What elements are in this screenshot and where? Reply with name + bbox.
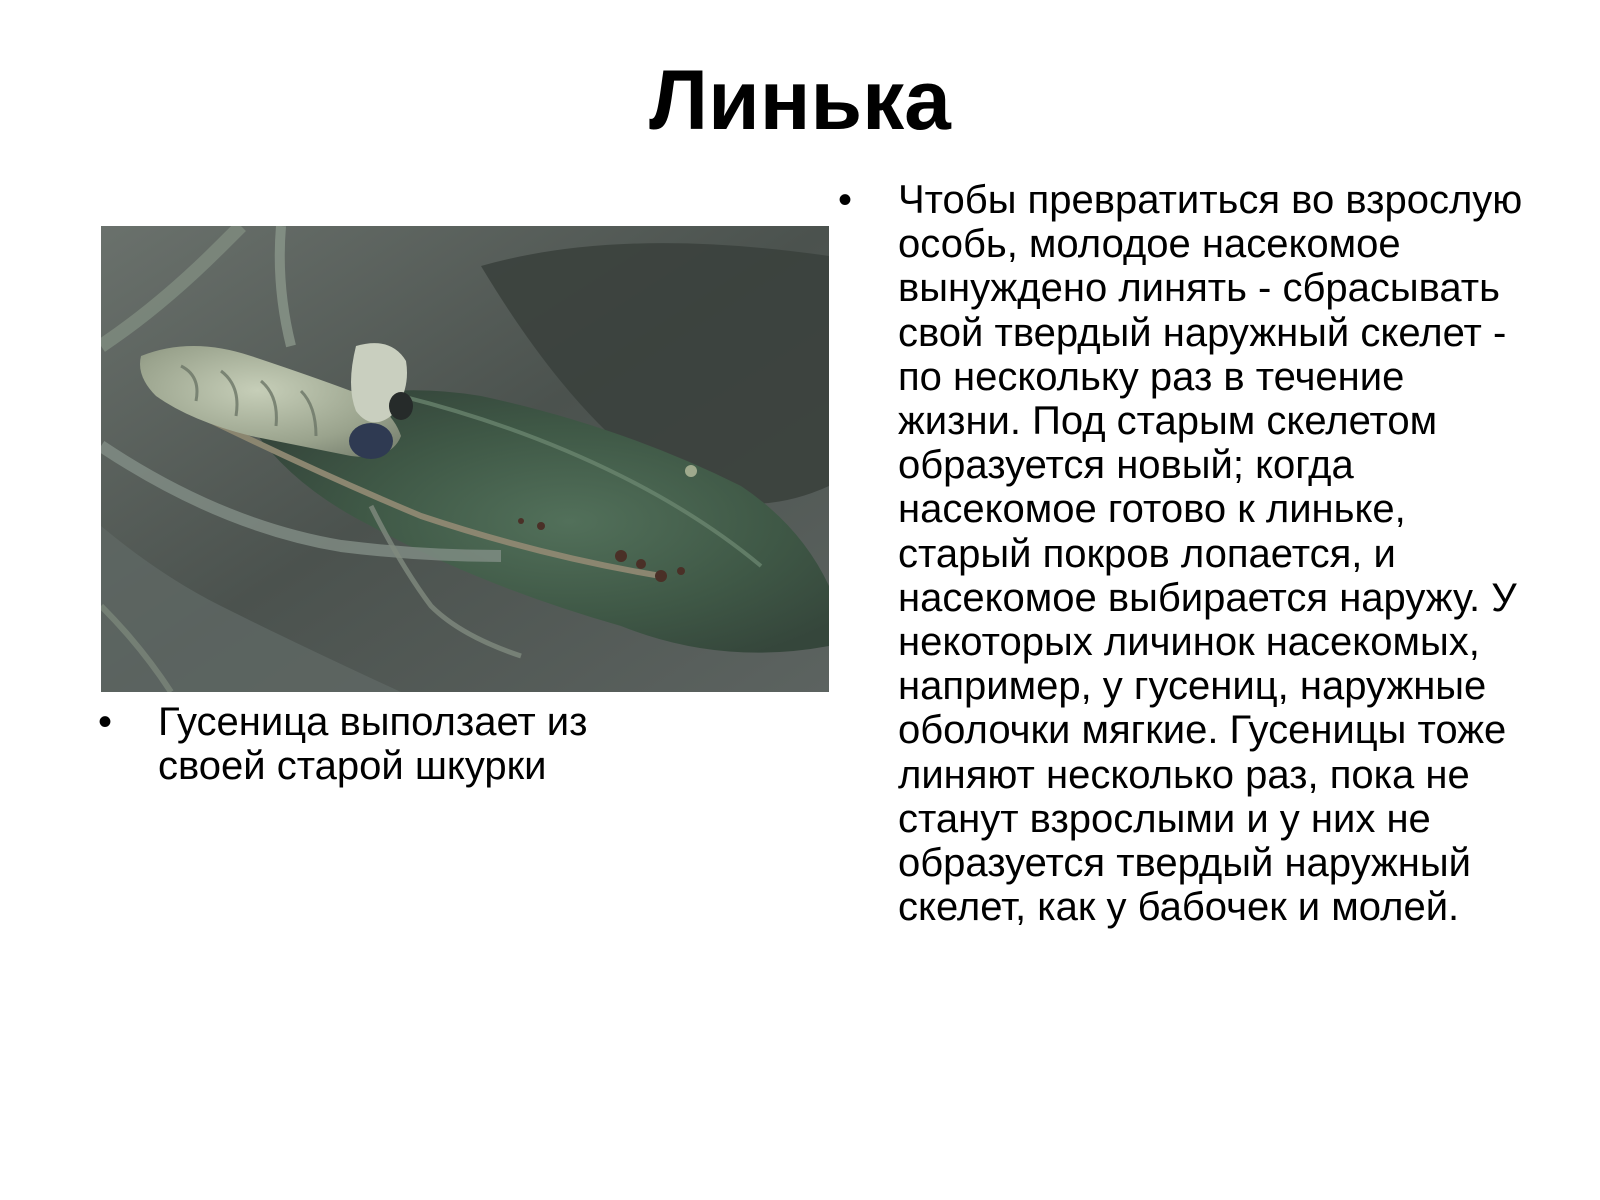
body-item (838, 178, 1528, 930)
body-list (838, 178, 1528, 930)
caption-list (98, 700, 698, 788)
caption-text: Гусеница выползает из своей старой шкурки (158, 700, 588, 788)
slide-title: Линька (649, 53, 951, 147)
bullet-icon: • (838, 178, 853, 222)
bullet-icon: • (98, 700, 113, 744)
caterpillar-photo (101, 226, 829, 692)
caption-item (98, 700, 698, 788)
body-text: Чтобы превратиться во взрослую особь, молодое насекомое вынуждено линять - сбрасывать свой твердый наружный скелет - по нескольку раз в течение жизни. Под старым скелетом образуется новый; когда насекомое готово к линьке, старый покров лопается, и насекомое выбирается наружу. У некоторых личинок насекомых, например, у гусениц, наружные оболочки мягкие. Гусеницы тоже линяют несколько раз, пока не станут взрослыми и у них не образуется твердый наружный скелет, как у бабочек и молей. (898, 178, 1523, 930)
